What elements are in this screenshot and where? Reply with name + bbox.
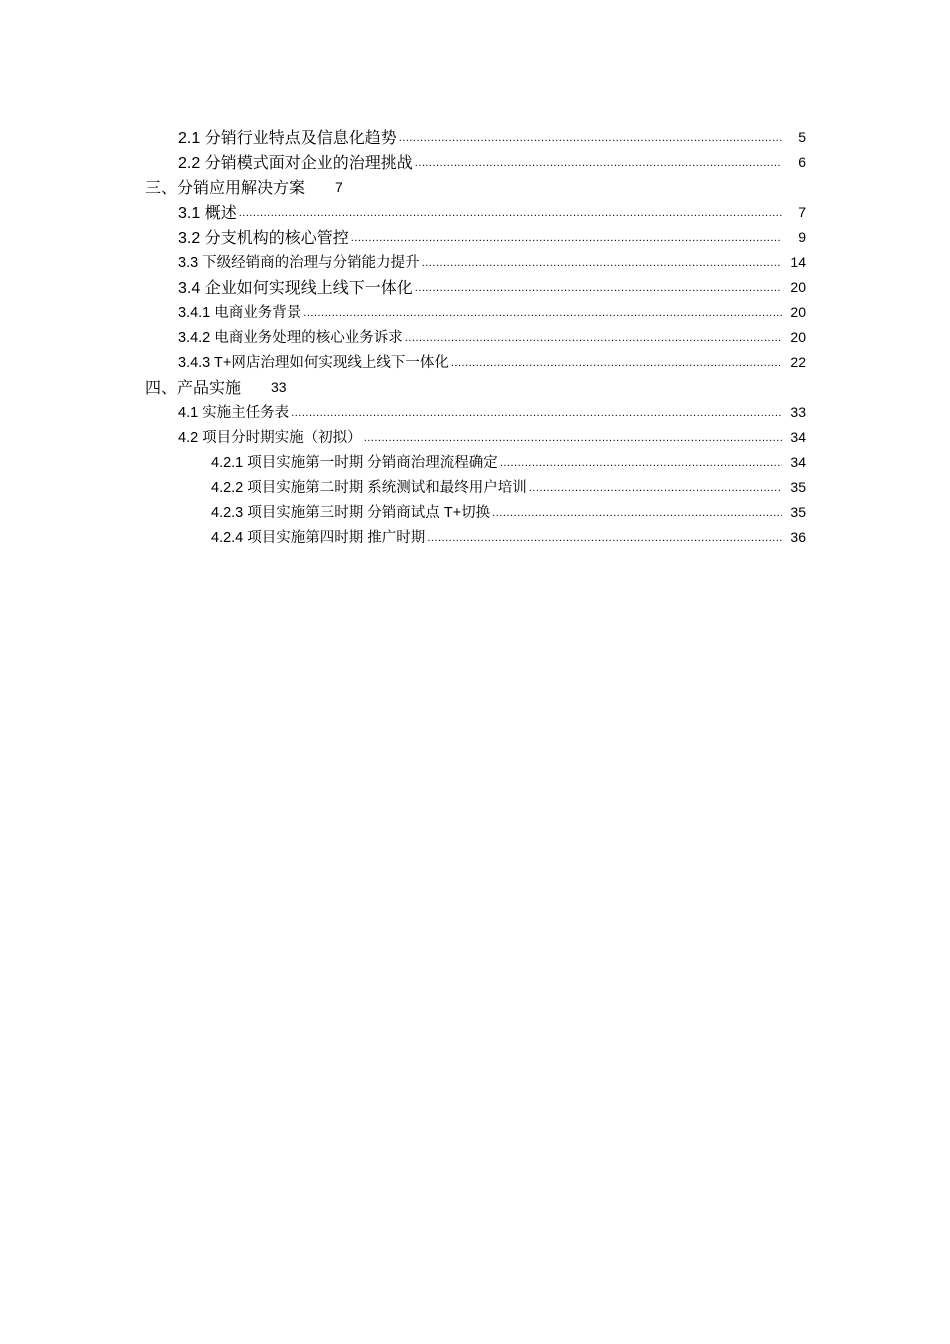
toc-entry[interactable] <box>0 199 950 224</box>
toc-entry[interactable] <box>0 249 950 274</box>
toc-entry[interactable] <box>0 299 950 324</box>
toc-entry-page: 5 <box>798 128 806 145</box>
toc-subentry-page: 34 <box>790 453 806 470</box>
toc-subentry-page: 35 <box>790 503 806 520</box>
toc-chapter-page: 7 <box>335 178 343 195</box>
dot-leader <box>399 133 782 149</box>
toc-entry-label: 2.1 分销行业特点及信息化趋势 <box>178 130 397 147</box>
toc-chapter-page: 33 <box>271 378 287 395</box>
dot-leader <box>529 483 782 499</box>
toc-entry-label: 4.1 实施主任务表 <box>178 405 290 421</box>
dot-leader <box>291 408 782 424</box>
dot-leader <box>451 358 782 374</box>
dot-leader <box>415 158 782 174</box>
toc-subentry[interactable] <box>0 474 950 499</box>
toc-entry[interactable] <box>0 149 950 174</box>
toc-entry[interactable] <box>0 424 950 449</box>
toc-entry-page: 6 <box>798 153 806 170</box>
toc-subentry-page: 36 <box>790 528 806 545</box>
toc-entry-label: 3.4.3 T+网店治理如何实现线上线下一体化 <box>178 355 449 371</box>
dot-leader <box>415 283 782 299</box>
toc-entry[interactable] <box>0 124 950 149</box>
toc-entry-page: 20 <box>790 328 806 345</box>
table-of-contents <box>0 124 950 549</box>
toc-entry-label: 3.4 企业如何实现线上线下一体化 <box>178 280 413 297</box>
toc-chapter-entry[interactable] <box>0 174 950 199</box>
toc-chapter-label: 四、产品实施 <box>145 380 242 397</box>
toc-entry-page: 9 <box>798 228 806 245</box>
toc-entry[interactable] <box>0 274 950 299</box>
toc-chapter-label: 三、分销应用解决方案 <box>145 180 306 197</box>
toc-entry[interactable] <box>0 324 950 349</box>
toc-entry-page: 7 <box>798 203 806 220</box>
dot-leader <box>492 508 782 524</box>
dot-leader <box>405 333 782 349</box>
toc-entry-label: 3.2 分支机构的核心管控 <box>178 230 349 247</box>
dot-leader <box>422 258 782 274</box>
toc-subentry[interactable] <box>0 449 950 474</box>
toc-subentry-label: 4.2.3 项目实施第三时期 分销商试点 T+切换 <box>211 505 491 521</box>
toc-subentry-label: 4.2.1 项目实施第一时期 分销商治理流程确定 <box>211 455 498 471</box>
dot-leader <box>351 233 782 249</box>
dot-leader <box>500 458 782 474</box>
dot-leader <box>303 308 782 324</box>
dot-leader <box>239 208 782 224</box>
toc-entry-label: 3.1 概述 <box>178 205 237 222</box>
toc-entry[interactable] <box>0 399 950 424</box>
toc-subentry[interactable] <box>0 524 950 549</box>
toc-entry-page: 14 <box>790 253 806 270</box>
toc-entry-page: 34 <box>790 428 806 445</box>
toc-entry[interactable] <box>0 349 950 374</box>
toc-subentry[interactable] <box>0 499 950 524</box>
toc-entry-label: 2.2 分销模式面对企业的治理挑战 <box>178 155 413 172</box>
toc-entry-page: 33 <box>790 403 806 420</box>
toc-entry[interactable] <box>0 224 950 249</box>
toc-subentry-page: 35 <box>790 478 806 495</box>
toc-entry-page: 20 <box>790 303 806 320</box>
toc-subentry-label: 4.2.4 项目实施第四时期 推广时期 <box>211 530 426 546</box>
toc-entry-label: 3.4.2 电商业务处理的核心业务诉求 <box>178 330 403 346</box>
toc-subentry-label: 4.2.2 项目实施第二时期 系统测试和最终用户培训 <box>211 480 527 496</box>
toc-entry-page: 20 <box>790 278 806 295</box>
toc-entry-label: 3.4.1 电商业务背景 <box>178 305 302 321</box>
toc-entry-page: 22 <box>790 353 806 370</box>
dot-leader <box>364 433 782 449</box>
toc-entry-label: 4.2 项目分时期实施（初拟） <box>178 430 362 446</box>
dot-leader <box>427 533 782 549</box>
toc-chapter-entry[interactable] <box>0 374 950 399</box>
toc-entry-label: 3.3 下级经销商的治理与分销能力提升 <box>178 255 420 271</box>
